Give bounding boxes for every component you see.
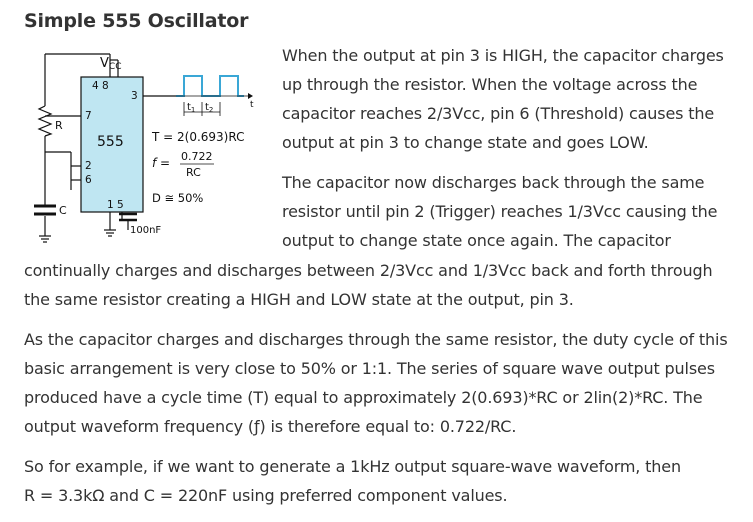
paragraph-3: As the capacitor charges and discharges through the same resistor, the duty cycle of this basic arrangement is very close to 50% or 1:1. The series of square wave output pulses produced have a cycle time (T) equal to approximately 2(0.693)*RC or 2lin(2)*RC. The output waveform frequency (ƒ) is therefore equal to: 0.722/RC. — [24, 330, 728, 436]
pins-4-8-label: 4 8 — [92, 80, 109, 92]
paragraph-2-wide: continually charges and discharges between 2/3Vcc and 1/3Vcc back and forth through the same resistor creating a HIGH and LOW state at the output, pin 3. — [24, 261, 713, 309]
paragraph-2-side: The capacitor now discharges back through the same resistor until pin 2 (Trigger) reaches 1/3Vcc causing the output to change state once again. The capacitor — [282, 173, 718, 250]
capacitor-c-symbol — [34, 206, 56, 214]
pin-2-label: 2 — [85, 160, 92, 172]
vcc-label: VCC — [100, 56, 122, 72]
oscillator-circuit-diagram — [26, 44, 276, 249]
t2-label: $t_2$ — [205, 102, 214, 114]
frequency-numerator: 0.722 — [181, 150, 213, 163]
capacitor-100nf-label: 100nF — [130, 225, 162, 236]
paragraph-1: When the output at pin 3 is HIGH, the capacitor charges up through the resistor. When the voltage across the capacitor reaches 2/3Vcc, pin 6 (Threshold) causes the output at pin 3 to change state and goes LOW. — [282, 46, 724, 152]
t1-label: $t_1$ — [187, 102, 196, 114]
period-formula: T = 2(0.693)RC — [152, 130, 245, 144]
frequency-denominator: RC — [186, 166, 201, 179]
capacitor-c-label: C — [59, 204, 67, 217]
pin-6-label: 6 — [85, 174, 92, 186]
pin-3-label: 3 — [131, 90, 138, 102]
chip-555-label: 555 — [97, 134, 124, 150]
pins-1-5-label: 1 5 — [107, 199, 124, 211]
page-title: Simple 555 Oscillator — [24, 10, 249, 32]
output-square-wave — [176, 76, 244, 96]
duty-cycle-label: D ≅ 50% — [152, 191, 204, 205]
resistor-r-label: R — [55, 119, 63, 132]
resistor-symbol — [39, 106, 51, 136]
frequency-symbol: f = — [152, 156, 171, 170]
ground-symbols — [39, 230, 116, 242]
pin-7-label: 7 — [85, 110, 92, 122]
time-axis-label: t — [250, 100, 254, 110]
paragraph-4: So for example, if we want to generate a 1kHz output square-wave waveform, then R = 3.3kΩ and C = 220nF using preferred component values. — [24, 457, 681, 505]
